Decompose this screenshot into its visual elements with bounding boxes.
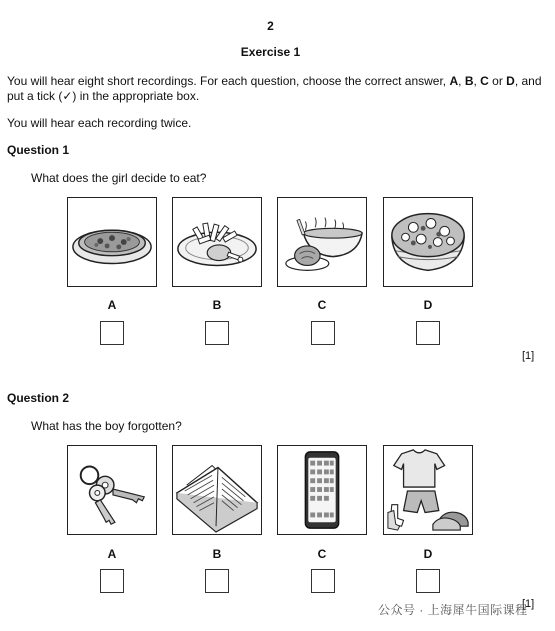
pizza-icon [68,198,156,286]
instructions-segment: You will hear eight short recordings. For each question, choose the correct answer, [7,74,450,88]
watermark: 公众号 · 上海犀牛国际课程 [378,603,528,617]
question-1-option-d-image [383,197,473,287]
instructions-segment: , [458,74,465,88]
sports-kit-icon [384,446,472,534]
question-2-option-a-letter: A [107,547,117,561]
question-1-option-c-letter: C [317,298,327,312]
question-1-marks: [1] [522,350,535,362]
question-2-option-c-image [277,445,367,535]
instructions [7,74,542,104]
question-1-answer-box-d[interactable] [416,321,440,345]
question-2-option-d-image [383,445,473,535]
question-1-answer-box-c[interactable] [311,321,335,345]
instructions-segment: , and put a tick (✓) in the appropriate box. [7,74,542,103]
question-2-heading: Question 2 [7,391,70,405]
question-1-option-b-image [172,197,262,287]
mobile-phone-icon [278,446,366,534]
question-2-prompt: What has the boy forgotten? [31,419,182,433]
question-1-prompt: What does the girl decide to eat? [31,171,207,185]
keys-icon [68,446,156,534]
question-2-option-d-letter: D [423,547,433,561]
question-2-answer-box-b[interactable] [205,569,229,593]
instructions-segment: B [464,74,474,88]
question-2-answer-box-c[interactable] [311,569,335,593]
instructions-segment: D [506,74,515,88]
question-1-option-a-image [67,197,157,287]
instructions-repeat: You will hear each recording twice. [7,116,192,130]
salad-bowl-icon [384,198,472,286]
question-2-option-c-letter: C [317,547,327,561]
question-1-heading: Question 1 [7,143,70,157]
instructions-segment: or [488,74,507,88]
question-2-option-b-letter: B [212,547,222,561]
question-1-option-b-letter: B [212,298,222,312]
soup-and-bread-icon [278,198,366,286]
question-1-answer-box-a[interactable] [100,321,124,345]
instructions-segment: , [473,74,481,88]
question-2-option-a-image [67,445,157,535]
chicken-and-chips-icon [173,198,261,286]
question-2-option-b-image [172,445,262,535]
instructions-segment: A [449,74,459,88]
question-2-answer-box-d[interactable] [416,569,440,593]
page-number: 2 [267,19,274,33]
notebook-icon [173,446,261,534]
exercise-title: Exercise 1 [240,45,301,59]
question-2-answer-box-a[interactable] [100,569,124,593]
question-1-option-c-image [277,197,367,287]
question-1-option-a-letter: A [107,298,117,312]
instructions-segment: C [480,74,489,88]
question-2-marks: [1] [522,598,535,610]
question-1-option-d-letter: D [423,298,433,312]
question-1-answer-box-b[interactable] [205,321,229,345]
